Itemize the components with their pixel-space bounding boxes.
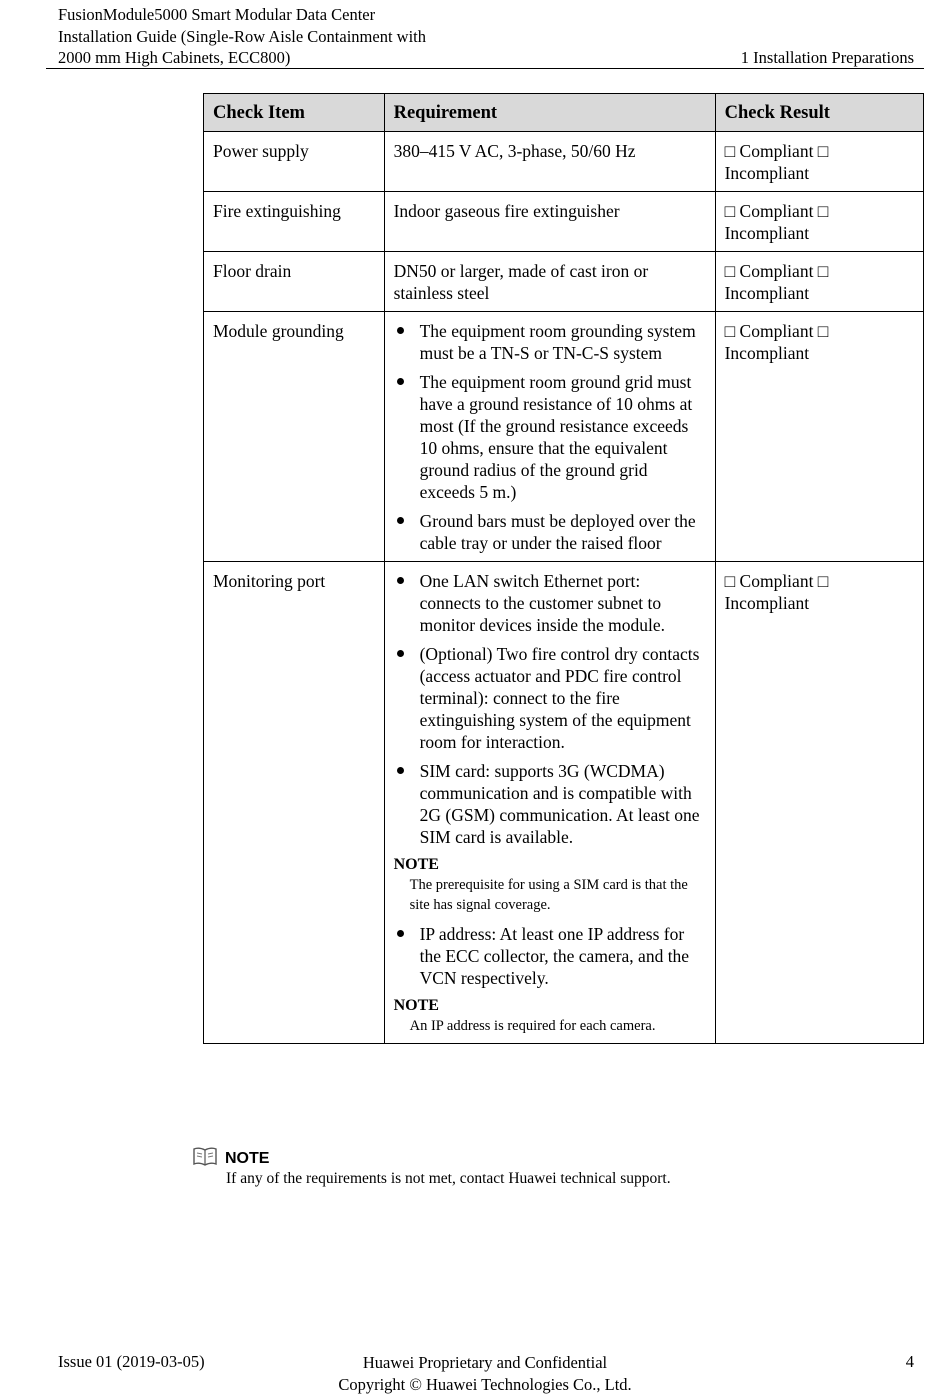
check-result-cell: □ Compliant □ Incompliant [715,192,923,252]
check-result-cell: □ Compliant □ Incompliant [715,252,923,312]
requirement-list [394,320,706,554]
doc-title-line1: FusionModule5000 Smart Modular Data Center [58,5,376,24]
inline-note-text: An IP address is required for each camera. [409,1018,656,1034]
table-row [204,252,924,312]
requirement-bullet: (Optional) Two fire control dry contacts (access actuator and PDC fire control terminal): connect to the fire extinguishing system of the equipment room for interaction. [394,643,706,753]
page-number: 4 [905,1352,914,1371]
col-header-check-item: Check Item [204,94,385,132]
col-header-requirement: Requirement [384,94,715,132]
check-item-cell: Fire extinguishing [204,192,385,252]
requirement-cell [384,312,715,562]
table-row [204,132,924,192]
table-row [204,192,924,252]
inline-note-label: NOTE [393,856,439,873]
check-item-cell: Module grounding [204,312,385,562]
requirement-list [394,923,706,989]
table-row [204,312,924,562]
page-header [58,4,426,69]
inline-note-text: The prerequisite for using a SIM card is that the site has signal coverage. [409,877,688,913]
footer-center [0,1352,950,1396]
requirement-bullet: SIM card: supports 3G (WCDMA) communication and is compatible with 2G (GSM) communication. At least one SIM card is available. [394,760,706,848]
check-item-cell: Power supply [204,132,385,192]
requirement-bullet: IP address: At least one IP address for the ECC collector, the camera, and the VCN respectively. [394,923,706,989]
requirement-bullet: The equipment room grounding system must be a TN-S or TN-C-S system [394,320,706,364]
col-header-check-result: Check Result [715,94,923,132]
doc-title-line2: Installation Guide (Single-Row Aisle Containment with [58,26,427,46]
note-title: NOTE [225,1150,270,1167]
table-header-row [204,94,924,132]
header-divider [46,68,924,69]
requirement-cell: Indoor gaseous fire extinguisher [384,192,715,252]
requirement-bullet: The equipment room ground grid must have a ground resistance of 10 ohms at most (If the ground resistance exceeds 10 ohms, ensure that the equivalent ground radius of the ground grid exceeds 5 m.) [394,371,706,503]
requirement-cell: DN50 or larger, made of cast iron or stainless steel [384,252,715,312]
requirement-bullet: Ground bars must be deployed over the cable tray or under the raised floor [394,510,706,554]
check-result-cell: □ Compliant □ Incompliant [715,312,923,562]
requirement-cell: 380–415 V AC, 3-phase, 50/60 Hz [384,132,715,192]
section-title: 1 Installation Preparations [740,48,914,67]
inline-note-label: NOTE [393,997,439,1014]
check-item-cell: Monitoring port [204,562,385,1044]
check-table [203,93,924,1044]
issue-date: Issue 01 (2019-03-05) [58,1352,205,1371]
book-icon [192,1146,218,1168]
requirement-list [394,570,706,848]
check-item-cell: Floor drain [204,252,385,312]
copyright-notice: Copyright © Huawei Technologies Co., Ltd. [338,1375,632,1394]
requirement-cell [384,562,715,1044]
doc-title-line3: 2000 mm High Cabinets, ECC800) [58,48,291,67]
requirement-bullet: One LAN switch Ethernet port: connects to the customer subnet to monitor devices inside the module. [394,570,706,636]
table-row [204,562,924,1044]
confidentiality-notice: Huawei Proprietary and Confidential [362,1353,608,1372]
check-result-cell: □ Compliant □ Incompliant [715,562,923,1044]
note-text: If any of the requirements is not met, contact Huawei technical support. [226,1170,671,1187]
check-result-cell: □ Compliant □ Incompliant [715,132,923,192]
